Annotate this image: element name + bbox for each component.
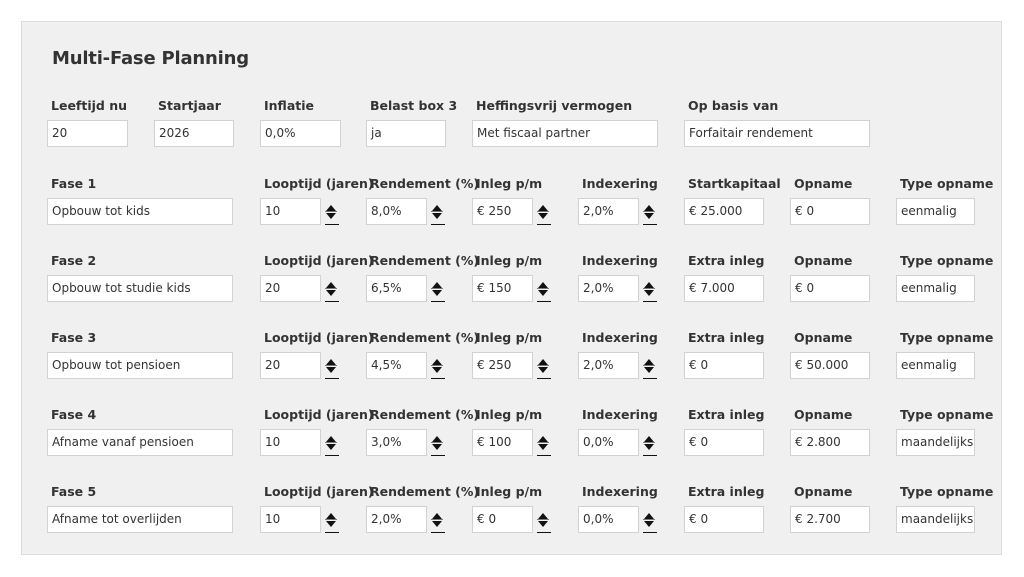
duration-label: Looptijd (jaren) bbox=[264, 407, 374, 422]
spin-baseline bbox=[431, 532, 445, 533]
spin-divider bbox=[325, 442, 337, 443]
spin-baseline bbox=[537, 532, 551, 533]
phase-label: Fase 5 bbox=[51, 484, 97, 499]
inflation-field[interactable]: 0,0% bbox=[260, 120, 341, 147]
phase-name-field[interactable]: Opbouw tot kids bbox=[47, 198, 233, 225]
withdrawal-label: Opname bbox=[794, 176, 853, 191]
withdrawal-field[interactable]: € 2.800 bbox=[790, 429, 870, 456]
type-field[interactable]: eenmalig bbox=[896, 198, 975, 225]
phase-name-field[interactable]: Opbouw tot pensioen bbox=[47, 352, 233, 379]
withdrawal-label: Opname bbox=[794, 330, 853, 345]
indexing-label: Indexering bbox=[582, 407, 658, 422]
duration-label: Looptijd (jaren) bbox=[264, 176, 374, 191]
extra-field[interactable]: € 0 bbox=[684, 429, 764, 456]
basis-label: Op basis van bbox=[688, 98, 779, 113]
return-label: Rendement (%) bbox=[370, 253, 480, 268]
inflation-label: Inflatie bbox=[264, 98, 314, 113]
arrow-down-icon[interactable] bbox=[538, 444, 548, 450]
indexing-field[interactable]: 2,0% bbox=[578, 352, 639, 379]
spin-button[interactable] bbox=[323, 429, 339, 456]
arrow-down-icon[interactable] bbox=[326, 444, 336, 450]
duration-field[interactable]: 10 bbox=[260, 198, 321, 225]
type-label: Type opname bbox=[900, 253, 994, 268]
age-field[interactable]: 20 bbox=[47, 120, 128, 147]
extra-field[interactable]: € 0 bbox=[684, 352, 764, 379]
phase-label: Fase 3 bbox=[51, 330, 97, 345]
spin-button[interactable] bbox=[323, 198, 339, 225]
spin-baseline bbox=[431, 378, 445, 379]
spin-divider bbox=[643, 442, 655, 443]
spin-button[interactable] bbox=[641, 198, 657, 225]
deposit-field[interactable]: € 250 bbox=[472, 352, 533, 379]
spin-baseline bbox=[537, 301, 551, 302]
arrow-down-icon[interactable] bbox=[326, 290, 336, 296]
duration-field[interactable]: 10 bbox=[260, 506, 321, 533]
spin-button[interactable] bbox=[429, 198, 445, 225]
withdrawal-field[interactable]: € 2.700 bbox=[790, 506, 870, 533]
deposit-label: Inleg p/m bbox=[476, 330, 543, 345]
extra-label: Extra inleg bbox=[688, 330, 765, 345]
withdrawal-label: Opname bbox=[794, 253, 853, 268]
spin-button[interactable] bbox=[323, 352, 339, 379]
return-label: Rendement (%) bbox=[370, 330, 480, 345]
deposit-label: Inleg p/m bbox=[476, 407, 543, 422]
withdrawal-label: Opname bbox=[794, 484, 853, 499]
arrow-down-icon[interactable] bbox=[326, 213, 336, 219]
spin-baseline bbox=[431, 224, 445, 225]
spin-button[interactable] bbox=[535, 275, 551, 302]
return-field[interactable]: 6,5% bbox=[366, 275, 427, 302]
arrow-down-icon[interactable] bbox=[432, 367, 442, 373]
indexing-field[interactable]: 0,0% bbox=[578, 429, 639, 456]
spin-baseline bbox=[643, 224, 657, 225]
page-title: Multi-Fase Planning bbox=[52, 48, 249, 69]
spin-divider bbox=[431, 211, 443, 212]
type-label: Type opname bbox=[900, 407, 994, 422]
deposit-field[interactable]: € 250 bbox=[472, 198, 533, 225]
return-label: Rendement (%) bbox=[370, 484, 480, 499]
exempt-field[interactable]: Met fiscaal partner bbox=[472, 120, 658, 147]
spin-baseline bbox=[431, 301, 445, 302]
arrow-down-icon[interactable] bbox=[538, 521, 548, 527]
withdrawal-field[interactable]: € 0 bbox=[790, 275, 870, 302]
extra-field[interactable]: € 0 bbox=[684, 506, 764, 533]
phase-label: Fase 1 bbox=[51, 176, 97, 191]
spin-divider bbox=[537, 365, 549, 366]
spin-button[interactable] bbox=[535, 352, 551, 379]
spin-button[interactable] bbox=[641, 275, 657, 302]
box3-field[interactable]: ja bbox=[366, 120, 446, 147]
arrow-down-icon[interactable] bbox=[538, 213, 548, 219]
phase-label: Fase 4 bbox=[51, 407, 97, 422]
spin-divider bbox=[643, 211, 655, 212]
spin-baseline bbox=[643, 455, 657, 456]
arrow-down-icon[interactable] bbox=[326, 521, 336, 527]
deposit-field[interactable]: € 150 bbox=[472, 275, 533, 302]
spin-divider bbox=[431, 442, 443, 443]
spin-button[interactable] bbox=[323, 275, 339, 302]
arrow-down-icon[interactable] bbox=[644, 444, 654, 450]
type-field[interactable]: eenmalig bbox=[896, 352, 975, 379]
spin-button[interactable] bbox=[535, 506, 551, 533]
indexing-label: Indexering bbox=[582, 330, 658, 345]
spin-button[interactable] bbox=[641, 429, 657, 456]
phase-name-field[interactable]: Afname vanaf pensioen bbox=[47, 429, 233, 456]
indexing-label: Indexering bbox=[582, 176, 658, 191]
type-label: Type opname bbox=[900, 176, 994, 191]
extra-label: Extra inleg bbox=[688, 253, 765, 268]
deposit-field[interactable]: € 100 bbox=[472, 429, 533, 456]
return-label: Rendement (%) bbox=[370, 407, 480, 422]
spin-button[interactable] bbox=[429, 352, 445, 379]
arrow-down-icon[interactable] bbox=[644, 213, 654, 219]
spin-divider bbox=[537, 519, 549, 520]
arrow-down-icon[interactable] bbox=[644, 290, 654, 296]
arrow-down-icon[interactable] bbox=[432, 290, 442, 296]
duration-field[interactable]: 20 bbox=[260, 352, 321, 379]
spin-baseline bbox=[643, 301, 657, 302]
spin-baseline bbox=[325, 532, 339, 533]
basis-field[interactable]: Forfaitair rendement bbox=[684, 120, 870, 147]
arrow-down-icon[interactable] bbox=[644, 367, 654, 373]
duration-field[interactable]: 20 bbox=[260, 275, 321, 302]
spin-divider bbox=[537, 288, 549, 289]
spin-divider bbox=[537, 211, 549, 212]
spin-divider bbox=[431, 365, 443, 366]
extra-label: Extra inleg bbox=[688, 407, 765, 422]
return-field[interactable]: 3,0% bbox=[366, 429, 427, 456]
arrow-down-icon[interactable] bbox=[432, 444, 442, 450]
type-field[interactable]: eenmalig bbox=[896, 275, 975, 302]
return-field[interactable]: 8,0% bbox=[366, 198, 427, 225]
spin-button[interactable] bbox=[429, 429, 445, 456]
indexing-field[interactable]: 0,0% bbox=[578, 506, 639, 533]
spin-divider bbox=[643, 519, 655, 520]
arrow-down-icon[interactable] bbox=[644, 521, 654, 527]
deposit-label: Inleg p/m bbox=[476, 484, 543, 499]
return-field[interactable]: 4,5% bbox=[366, 352, 427, 379]
spin-baseline bbox=[325, 378, 339, 379]
duration-label: Looptijd (jaren) bbox=[264, 253, 374, 268]
spin-button[interactable] bbox=[641, 506, 657, 533]
spin-button[interactable] bbox=[323, 506, 339, 533]
deposit-label: Inleg p/m bbox=[476, 176, 543, 191]
phase-label: Fase 2 bbox=[51, 253, 97, 268]
spin-button[interactable] bbox=[535, 429, 551, 456]
spin-divider bbox=[325, 365, 337, 366]
spin-baseline bbox=[325, 301, 339, 302]
arrow-down-icon[interactable] bbox=[538, 367, 548, 373]
duration-label: Looptijd (jaren) bbox=[264, 484, 374, 499]
arrow-down-icon[interactable] bbox=[538, 290, 548, 296]
spin-divider bbox=[643, 288, 655, 289]
spin-divider bbox=[537, 442, 549, 443]
spin-button[interactable] bbox=[641, 352, 657, 379]
withdrawal-label: Opname bbox=[794, 407, 853, 422]
spin-baseline bbox=[643, 532, 657, 533]
return-field[interactable]: 2,0% bbox=[366, 506, 427, 533]
indexing-label: Indexering bbox=[582, 484, 658, 499]
arrow-down-icon[interactable] bbox=[432, 521, 442, 527]
spin-baseline bbox=[537, 455, 551, 456]
withdrawal-field[interactable]: € 50.000 bbox=[790, 352, 870, 379]
spin-divider bbox=[643, 365, 655, 366]
return-label: Rendement (%) bbox=[370, 176, 480, 191]
duration-label: Looptijd (jaren) bbox=[264, 330, 374, 345]
spin-divider bbox=[431, 288, 443, 289]
deposit-label: Inleg p/m bbox=[476, 253, 543, 268]
spin-divider bbox=[325, 211, 337, 212]
phase-name-field[interactable]: Afname tot overlijden bbox=[47, 506, 233, 533]
type-label: Type opname bbox=[900, 330, 994, 345]
spin-button[interactable] bbox=[429, 275, 445, 302]
extra-field[interactable]: € 25.000 bbox=[684, 198, 764, 225]
spin-divider bbox=[325, 519, 337, 520]
start-year-label: Startjaar bbox=[158, 98, 221, 113]
spin-baseline bbox=[537, 224, 551, 225]
spin-baseline bbox=[537, 378, 551, 379]
arrow-down-icon[interactable] bbox=[432, 213, 442, 219]
indexing-field[interactable]: 2,0% bbox=[578, 275, 639, 302]
type-field[interactable]: maandelijks bbox=[896, 429, 975, 456]
type-field[interactable]: maandelijks bbox=[896, 506, 975, 533]
extra-label: Extra inleg bbox=[688, 484, 765, 499]
spin-baseline bbox=[325, 455, 339, 456]
exempt-label: Heffingsvrij vermogen bbox=[476, 98, 633, 113]
spin-baseline bbox=[325, 224, 339, 225]
type-label: Type opname bbox=[900, 484, 994, 499]
start-year-field[interactable]: 2026 bbox=[154, 120, 234, 147]
spin-button[interactable] bbox=[429, 506, 445, 533]
duration-field[interactable]: 10 bbox=[260, 429, 321, 456]
phase-name-field[interactable]: Opbouw tot studie kids bbox=[47, 275, 233, 302]
spin-divider bbox=[325, 288, 337, 289]
extra-field[interactable]: € 7.000 bbox=[684, 275, 764, 302]
spin-divider bbox=[431, 519, 443, 520]
arrow-down-icon[interactable] bbox=[326, 367, 336, 373]
box3-label: Belast box 3 bbox=[370, 98, 458, 113]
indexing-field[interactable]: 2,0% bbox=[578, 198, 639, 225]
spin-baseline bbox=[643, 378, 657, 379]
deposit-field[interactable]: € 0 bbox=[472, 506, 533, 533]
indexing-label: Indexering bbox=[582, 253, 658, 268]
extra-label: Startkapitaal bbox=[688, 176, 781, 191]
spin-button[interactable] bbox=[535, 198, 551, 225]
age-label: Leeftijd nu bbox=[51, 98, 128, 113]
withdrawal-field[interactable]: € 0 bbox=[790, 198, 870, 225]
spin-baseline bbox=[431, 455, 445, 456]
